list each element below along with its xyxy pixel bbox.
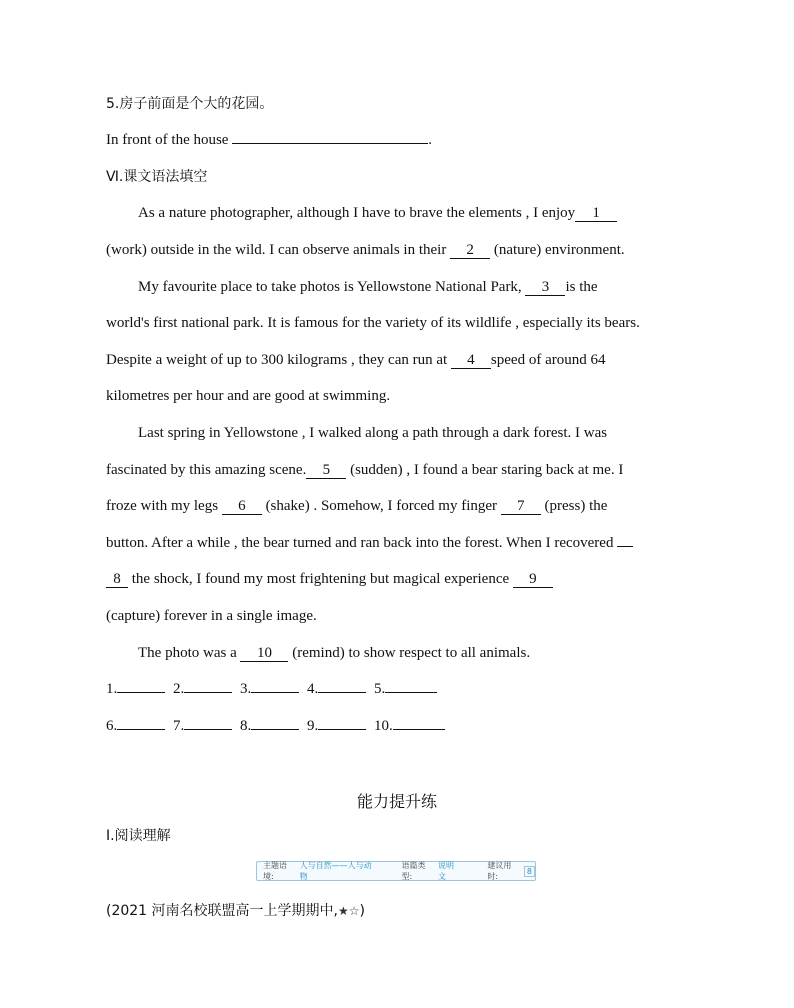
passage-line-7: Last spring in Yellowstone , I walked along a path through a dark forest. I was (138, 425, 608, 441)
passage-line-13 (138, 643, 530, 663)
passage-text: As a nature photographer, although I have to brave the elements , I enjoy (138, 205, 576, 221)
answer-blank-6[interactable] (117, 729, 165, 730)
passage-line-1 (138, 203, 617, 223)
answer-blank-8[interactable] (251, 729, 299, 730)
blank-6[interactable]: 6 (222, 498, 262, 515)
answer-item: 6. (106, 718, 165, 734)
passage-line-8 (106, 460, 623, 480)
type-value: 说明文 (438, 861, 455, 881)
answer-row-2 (106, 716, 449, 736)
passage-text: button. After a while , the bear turned and ran back into the forest. When I recovered (106, 535, 618, 551)
answer-item: 9. (307, 718, 366, 734)
blank-7[interactable]: 7 (501, 498, 541, 515)
q5-prompt-en: In front of the house (106, 132, 229, 148)
passage-line-9 (106, 496, 607, 516)
passage-line-10 (106, 533, 633, 553)
answer-item: 5. (374, 681, 437, 697)
passage-text: fascinated by this amazing scene. (106, 462, 307, 478)
blank-9[interactable]: 9 (513, 571, 553, 588)
q5-end: . (428, 132, 432, 148)
blank-3[interactable]: 3 (525, 279, 565, 296)
source-end: ) (359, 903, 365, 919)
answer-blank-5[interactable] (385, 692, 437, 693)
answer-blank-2[interactable] (184, 692, 232, 693)
time-label: 建议用时: (487, 861, 512, 881)
passage-line-2 (106, 240, 625, 260)
answer-item: 3. (240, 681, 299, 697)
passage-text: (shake) . Somehow, I forced my finger (261, 498, 501, 514)
answer-item: 2. (173, 681, 232, 697)
section-reading-title: Ⅰ.阅读理解 (106, 828, 171, 844)
answer-row-1 (106, 679, 441, 699)
answer-blank-1[interactable] (117, 692, 165, 693)
blank-1[interactable]: 1 (575, 205, 617, 222)
answer-item: 10. (374, 718, 445, 734)
source-line (106, 901, 365, 921)
passage-text: (work) outside in the wild. I can observe animals in their (106, 242, 451, 258)
passage-text: speed of around 64 (490, 352, 606, 368)
q5-answer-blank[interactable] (232, 143, 428, 144)
blank-8-start[interactable] (617, 546, 633, 547)
passage-line-11 (106, 569, 553, 589)
passage-text: froze with my legs (106, 498, 222, 514)
answer-blank-4[interactable] (318, 692, 366, 693)
passage-text: The photo was a (138, 645, 241, 661)
blank-10[interactable]: 10 (240, 645, 288, 662)
answer-item: 7. (173, 718, 232, 734)
passage-text: (nature) environment. (490, 242, 625, 258)
passage-text: (sudden) , I found a bear staring back at me. I (346, 462, 624, 478)
theme-label: 主题语境: (263, 861, 287, 881)
passage-text: the shock, I found my most frightening but magical experience (128, 571, 513, 587)
info-box (256, 861, 536, 881)
section-ability-title: 能力提升练 (356, 792, 437, 811)
passage-text: (press) the (540, 498, 608, 514)
passage-line-5 (106, 350, 605, 370)
answer-blank-7[interactable] (184, 729, 232, 730)
blank-2[interactable]: 2 (450, 242, 490, 259)
blank-5[interactable]: 5 (306, 462, 346, 479)
answer-item: 8. (240, 718, 299, 734)
passage-text: My favourite place to take photos is Yellowstone National Park, (138, 279, 526, 295)
passage-line-12: (capture) forever in a single image. (106, 608, 317, 624)
blank-4[interactable]: 4 (451, 352, 491, 369)
passage-line-6: kilometres per hour and are good at swimming. (106, 388, 391, 404)
source-text: (2021 河南名校联盟高一上学期期中, (106, 903, 338, 919)
passage-line-3 (138, 277, 598, 297)
blank-8[interactable]: 8 (106, 571, 128, 588)
passage-line-4: world's first national park. It is famous for the variety of its wildlife , especially its bears. (106, 315, 640, 331)
time-value: 8 (524, 866, 535, 877)
passage-text: (remind) to show respect to all animals. (288, 645, 531, 661)
answer-blank-3[interactable] (251, 692, 299, 693)
q5-prompt-en-row (106, 130, 432, 150)
q5-prompt-cn: 5.房子前面是个大的花园。 (106, 96, 274, 112)
passage-text: Despite a weight of up to 300 kilograms , they can run at (106, 352, 451, 368)
answer-blank-9[interactable] (318, 729, 366, 730)
answer-blank-10[interactable] (393, 729, 445, 730)
theme-value: 人与自然——人与动物 (299, 861, 372, 881)
section-6-title: Ⅵ.课文语法填空 (106, 169, 208, 185)
type-label: 语篇类型: (401, 861, 426, 881)
answer-item: 4. (307, 681, 366, 697)
star-rating-icon: ★☆ (338, 904, 360, 918)
passage-text: is the (565, 279, 598, 295)
answer-item: 1. (106, 681, 165, 697)
